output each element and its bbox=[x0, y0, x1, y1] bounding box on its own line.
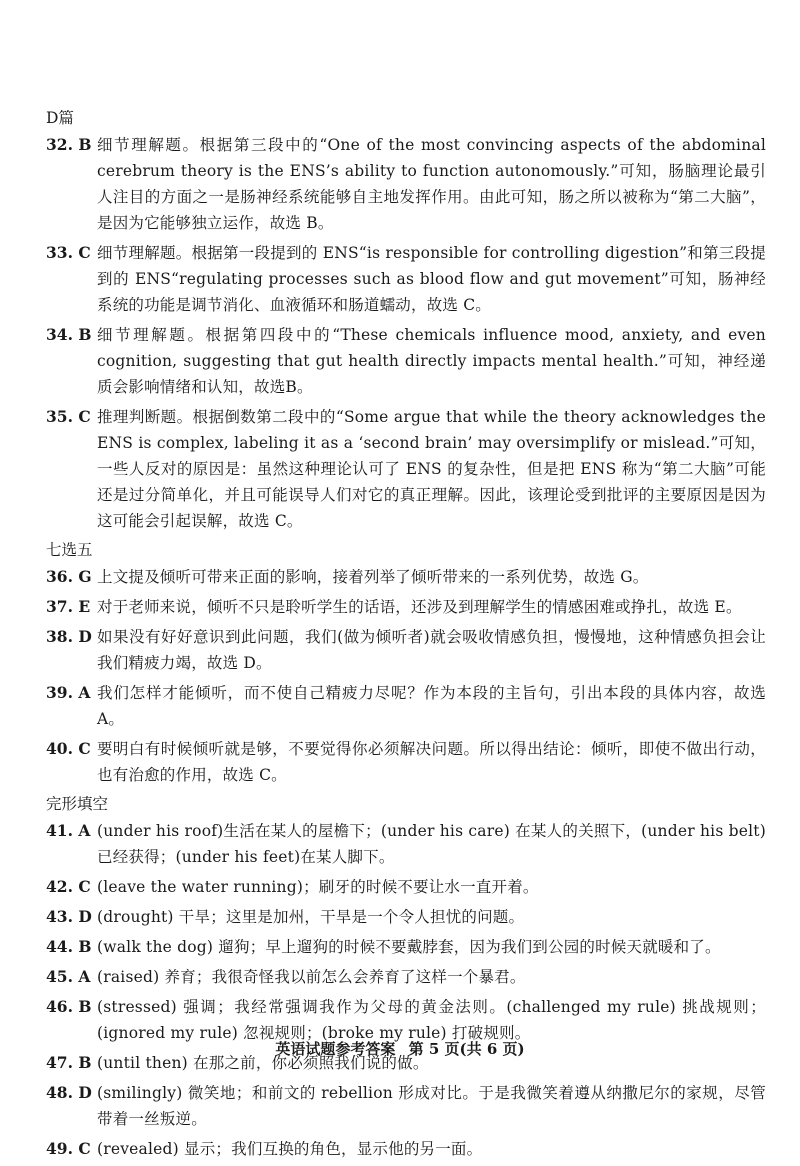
question-number: 41. A bbox=[46, 821, 91, 840]
section-title: 完形填空 bbox=[46, 795, 109, 813]
answer-explanation: (under his roof)生活在某人的屋檐下；(under his care) 在某人的关照下，(under his belt)已经获得；(under his feet)在某人脚下。 bbox=[97, 822, 766, 866]
answer-item bbox=[46, 736, 766, 788]
question-number: 49. C bbox=[46, 1139, 91, 1158]
answer-explanation: (walk the dog) 遛狗；早上遛狗的时候不要戴脖套，因为我们到公园的时候天就暖和了。 bbox=[97, 938, 721, 956]
answer-explanation: 细节理解题。根据第一段提到的 ENS“is responsible for controlling digestion”和第三段提到的 ENS“regulating processes such as blood flow and gut movement”可知，肠神经系统的功能是调节消化、血液循环和肠道蠕动，故选 C。 bbox=[97, 244, 766, 314]
answer-item bbox=[46, 934, 766, 960]
answer-item bbox=[46, 240, 766, 318]
question-number: 32. B bbox=[46, 135, 92, 154]
footer-title: 英语试题参考答案 bbox=[275, 1040, 396, 1058]
question-number: 33. C bbox=[46, 243, 91, 262]
question-number: 46. B bbox=[46, 997, 92, 1016]
page-number: 第 5 页(共 6 页) bbox=[408, 1040, 525, 1058]
answer-explanation: (leave the water running)；刷牙的时候不要让水一直开着。 bbox=[97, 878, 539, 896]
answer-item bbox=[46, 964, 766, 990]
question-number: 36. G bbox=[46, 567, 92, 586]
answer-item bbox=[46, 680, 766, 732]
answer-explanation: (stressed) 强调；我经常强调我作为父母的黄金法则。(challenged my rule) 挑战规则；(ignored my rule) 忽视规则；(broke my rule) 打破规则。 bbox=[97, 998, 766, 1042]
answer-explanation: (drought) 干旱；这里是加州，干旱是一个令人担忧的问题。 bbox=[97, 908, 525, 926]
answer-item bbox=[46, 404, 766, 534]
answer-explanation: 细节理解题。根据第三段中的“One of the most convincing aspects of the abdominal cerebrum theory is the ENS’s ability to function autonomously.”可知，肠脑理论最引人注目的方面之一是肠神经系统能够自主地发挥作用。由此可知，肠之所以被称为“第二大脑”，是因为它能够独立运作，故选 B。 bbox=[97, 136, 766, 232]
answer-explanation: 对于老师来说，倾听不只是聆听学生的话语，还涉及到理解学生的情感困难或挣扎，故选 E。 bbox=[97, 598, 742, 616]
answer-item bbox=[46, 1136, 766, 1162]
answer-item bbox=[46, 624, 766, 676]
question-number: 38. D bbox=[46, 627, 92, 646]
answer-explanation: (raised) 养育；我很奇怪我以前怎么会养育了这样一个暴君。 bbox=[97, 968, 526, 986]
answer-explanation: 我们怎样才能倾听，而不使自己精疲力尽呢？作为本段的主旨句，引出本段的具体内容，故选 A。 bbox=[97, 684, 766, 728]
section-reading-d bbox=[46, 106, 766, 534]
section-title: D篇 bbox=[46, 109, 74, 127]
section-cloze bbox=[46, 792, 766, 1162]
answer-explanation: 要明白有时候倾听就是够，不要觉得你必须解决问题。所以得出结论：倾听，即使不做出行动，也有治愈的作用，故选 C。 bbox=[97, 740, 766, 784]
question-number: 45. A bbox=[46, 967, 91, 986]
answer-item bbox=[46, 1080, 766, 1132]
answer-explanation: 推理判断题。根据倒数第二段中的“Some argue that while the theory acknowledges the ENS is complex, labeling it as a ‘second brain’ may oversimplify or mislead.”可知，一些人反对的原因是：虽然这种理论认可了 ENS 的复杂性，但是把 ENS 称为“第二大脑”可能还是过分简单化，并且可能误导人们对它的真正理解。因此，该理论受到批评的主要原因是因为这可能会引起误解，故选 C。 bbox=[97, 408, 766, 530]
answer-explanation: (smilingly) 微笑地；和前文的 rebellion 形成对比。于是我微笑着遵从纳撒尼尔的家规，尽管带着一丝叛逆。 bbox=[97, 1084, 766, 1128]
question-number: 35. C bbox=[46, 407, 91, 426]
question-number: 37. E bbox=[46, 597, 91, 616]
answer-content bbox=[46, 106, 766, 1166]
question-number: 43. D bbox=[46, 907, 92, 926]
question-number: 42. C bbox=[46, 877, 91, 896]
answer-item bbox=[46, 132, 766, 236]
answer-explanation: 细节理解题。根据第四段中的“These chemicals influence mood, anxiety, and even cognition, suggesting that gut health directly impacts mental health.”可知，神经递质会影响情绪和认知，故选B。 bbox=[97, 326, 766, 396]
question-number: 34. B bbox=[46, 325, 92, 344]
answer-explanation: (revealed) 显示；我们互换的角色，显示他的另一面。 bbox=[97, 1140, 483, 1158]
question-number: 48. D bbox=[46, 1083, 92, 1102]
section-seven-choose-five bbox=[46, 538, 766, 788]
answer-explanation: 上文提及倾听可带来正面的影响，接着列举了倾听带来的一系列优势，故选 G。 bbox=[97, 568, 649, 586]
question-number: 39. A bbox=[46, 683, 91, 702]
page-footer bbox=[0, 1038, 800, 1059]
answer-item bbox=[46, 874, 766, 900]
question-number: 47. B bbox=[46, 1053, 92, 1072]
answer-explanation: 如果没有好好意识到此问题，我们(做为倾听者)就会吸收情感负担，慢慢地，这种情感负担会让我们精疲力竭，故选 D。 bbox=[97, 628, 766, 672]
answer-item bbox=[46, 904, 766, 930]
answer-item bbox=[46, 818, 766, 870]
answer-explanation: (until then) 在那之前，你必须照我们说的做。 bbox=[97, 1054, 429, 1072]
question-number: 44. B bbox=[46, 937, 92, 956]
answer-item bbox=[46, 564, 766, 590]
question-number: 40. C bbox=[46, 739, 91, 758]
section-title: 七选五 bbox=[46, 541, 93, 559]
answer-item bbox=[46, 322, 766, 400]
answer-item bbox=[46, 594, 766, 620]
